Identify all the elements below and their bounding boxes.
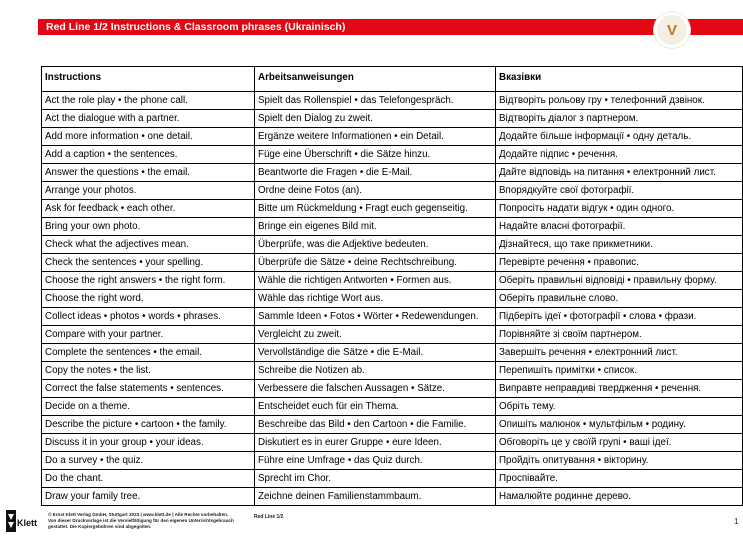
cell-vkazivka: Дізнайтеся, що таке прикметники. [496,236,743,254]
table-row [42,290,743,308]
page-number: 1 [734,517,739,526]
cell-instruction: Do a survey • the quiz. [42,452,255,470]
cell-arbeitsanweisung: Vergleicht zu zweit. [255,326,496,344]
cell-arbeitsanweisung: Wähle das richtige Wort aus. [255,290,496,308]
cell-arbeitsanweisung: Führe eine Umfrage • das Quiz durch. [255,452,496,470]
cell-instruction: Correct the false statements • sentences. [42,380,255,398]
cell-vkazivka: Проспівайте. [496,470,743,488]
table-row [42,218,743,236]
cell-arbeitsanweisung: Beschreibe das Bild • den Cartoon • die Familie. [255,416,496,434]
cell-arbeitsanweisung: Vervollständige die Sätze • die E-Mail. [255,344,496,362]
cell-arbeitsanweisung: Überprüfe, was die Adjektive bedeuten. [255,236,496,254]
cell-instruction: Add more information • one detail. [42,128,255,146]
phrases-table [41,66,743,506]
cell-arbeitsanweisung: Beantworte die Fragen • die E-Mail. [255,164,496,182]
cell-vkazivka: Перепишіть примітки • список. [496,362,743,380]
cell-vkazivka: Завершіть речення • електронний лист. [496,344,743,362]
cell-instruction: Check the sentences • your spelling. [42,254,255,272]
table-row [42,272,743,290]
cell-arbeitsanweisung: Spielt das Rollenspiel • das Telefongespräch. [255,92,496,110]
table-row [42,488,743,506]
footer-legal-line: © Ernst Klett Verlag GmbH, Stuttgart 2023 | www.klett.de | Alle Rechte vorbehalten. [48,512,229,517]
table-row [42,344,743,362]
cell-instruction: Collect ideas • photos • words • phrases. [42,308,255,326]
table-row [42,182,743,200]
cell-vkazivka: Намалюйте родинне дерево. [496,488,743,506]
cell-arbeitsanweisung: Sprecht im Chor. [255,470,496,488]
table-row [42,308,743,326]
table-row [42,200,743,218]
page-title: Red Line 1/2 Instructions & Classroom phrases (Ukrainisch) [46,21,346,33]
cell-arbeitsanweisung: Füge eine Überschrift • die Sätze hinzu. [255,146,496,164]
column-header-instructions: Instructions [42,67,255,92]
cell-arbeitsanweisung: Bitte um Rückmeldung • Fragt euch gegenseitig. [255,200,496,218]
cell-vkazivka: Відтворіть рольову гру • телефонний дзвінок. [496,92,743,110]
cell-instruction: Decide on a theme. [42,398,255,416]
cell-vkazivka: Підберіть ідеї • фотографії • слова • фрази. [496,308,743,326]
klett-logo-mark [6,510,16,532]
cell-instruction: Check what the adjectives mean. [42,236,255,254]
cell-instruction: Choose the right answers • the right form. [42,272,255,290]
cell-vkazivka: Дайте відповідь на питання • електронний лист. [496,164,743,182]
cell-arbeitsanweisung: Zeichne deinen Familienstammbaum. [255,488,496,506]
cell-vkazivka: Надайте власні фотографії. [496,218,743,236]
cell-vkazivka: Оберіть правильне слово. [496,290,743,308]
section-badge [654,12,690,48]
cell-arbeitsanweisung: Wähle die richtigen Antworten • Formen aus. [255,272,496,290]
footer-series: Red Line 1/2 [254,514,284,520]
column-header-arbeitsanweisungen: Arbeitsanweisungen [255,67,496,92]
table-row [42,164,743,182]
cell-instruction: Do the chant. [42,470,255,488]
cell-instruction: Copy the notes • the list. [42,362,255,380]
table-row [42,146,743,164]
cell-instruction: Discuss it in your group • your ideas. [42,434,255,452]
cell-arbeitsanweisung: Bringe ein eigenes Bild mit. [255,218,496,236]
cell-vkazivka: Порівняйте зі своїм партнером. [496,326,743,344]
cell-arbeitsanweisung: Entscheidet euch für ein Thema. [255,398,496,416]
klett-logo [6,510,38,532]
footer-legal [48,512,248,530]
cell-arbeitsanweisung: Spielt den Dialog zu zweit. [255,110,496,128]
cell-vkazivka: Опишіть малюнок • мультфільм • родину. [496,416,743,434]
cell-arbeitsanweisung: Sammle Ideen • Fotos • Wörter • Redewendungen. [255,308,496,326]
table-row [42,326,743,344]
cell-instruction: Answer the questions • the email. [42,164,255,182]
table-row [42,110,743,128]
header-bar [38,19,743,35]
cell-vkazivka: Додайте більше інформації • одну деталь. [496,128,743,146]
cell-instruction: Ask for feedback • each other. [42,200,255,218]
cell-instruction: Complete the sentences • the email. [42,344,255,362]
cell-vkazivka: Обговоріть це у своїй групі • ваші ідеї. [496,434,743,452]
cell-vkazivka: Додайте підпис • речення. [496,146,743,164]
table-row [42,92,743,110]
cell-arbeitsanweisung: Diskutiert es in eurer Gruppe • eure Ideen. [255,434,496,452]
cell-vkazivka: Обріть тему. [496,398,743,416]
cell-vkazivka: Пройдіть опитування • вікторину. [496,452,743,470]
cell-vkazivka: Впорядкуйте свої фотографії. [496,182,743,200]
cell-instruction: Arrange your photos. [42,182,255,200]
column-header-vkazivky: Вказівки [496,67,743,92]
cell-vkazivka: Виправте неправдиві твердження • речення. [496,380,743,398]
klett-logo-text: Klett [17,518,37,528]
table-row [42,254,743,272]
cell-vkazivka: Попросіть надати відгук • один одного. [496,200,743,218]
table-row [42,128,743,146]
cell-arbeitsanweisung: Überprüfe die Sätze • deine Rechtschreibung. [255,254,496,272]
cell-vkazivka: Перевірте речення • правопис. [496,254,743,272]
cell-instruction: Bring your own photo. [42,218,255,236]
cell-vkazivka: Оберіть правильні відповіді • правильну форму. [496,272,743,290]
cell-instruction: Draw your family tree. [42,488,255,506]
table-header-row [42,67,743,92]
footer-legal-line: Von dieser Druckvorlage ist die Vervielfältigung für den eigenen Unterrichtsgebrauch [48,518,234,523]
table-row [42,452,743,470]
table-row [42,470,743,488]
cell-instruction: Add a caption • the sentences. [42,146,255,164]
section-badge-letter: V [657,15,687,45]
footer-legal-line: gestattet. Die Kopiergebühren sind abgegolten. [48,524,152,529]
table-row [42,236,743,254]
cell-vkazivka: Відтворіть діалог з партнером. [496,110,743,128]
table-row [42,362,743,380]
cell-instruction: Act the role play • the phone call. [42,92,255,110]
cell-arbeitsanweisung: Ordne deine Fotos (an). [255,182,496,200]
cell-arbeitsanweisung: Ergänze weitere Informationen • ein Detail. [255,128,496,146]
table-row [42,434,743,452]
cell-arbeitsanweisung: Verbessere die falschen Aussagen • Sätze. [255,380,496,398]
cell-instruction: Act the dialogue with a partner. [42,110,255,128]
cell-instruction: Compare with your partner. [42,326,255,344]
table-row [42,380,743,398]
cell-instruction: Describe the picture • cartoon • the family. [42,416,255,434]
table-row [42,398,743,416]
table-row [42,416,743,434]
cell-instruction: Choose the right word. [42,290,255,308]
cell-arbeitsanweisung: Schreibe die Notizen ab. [255,362,496,380]
